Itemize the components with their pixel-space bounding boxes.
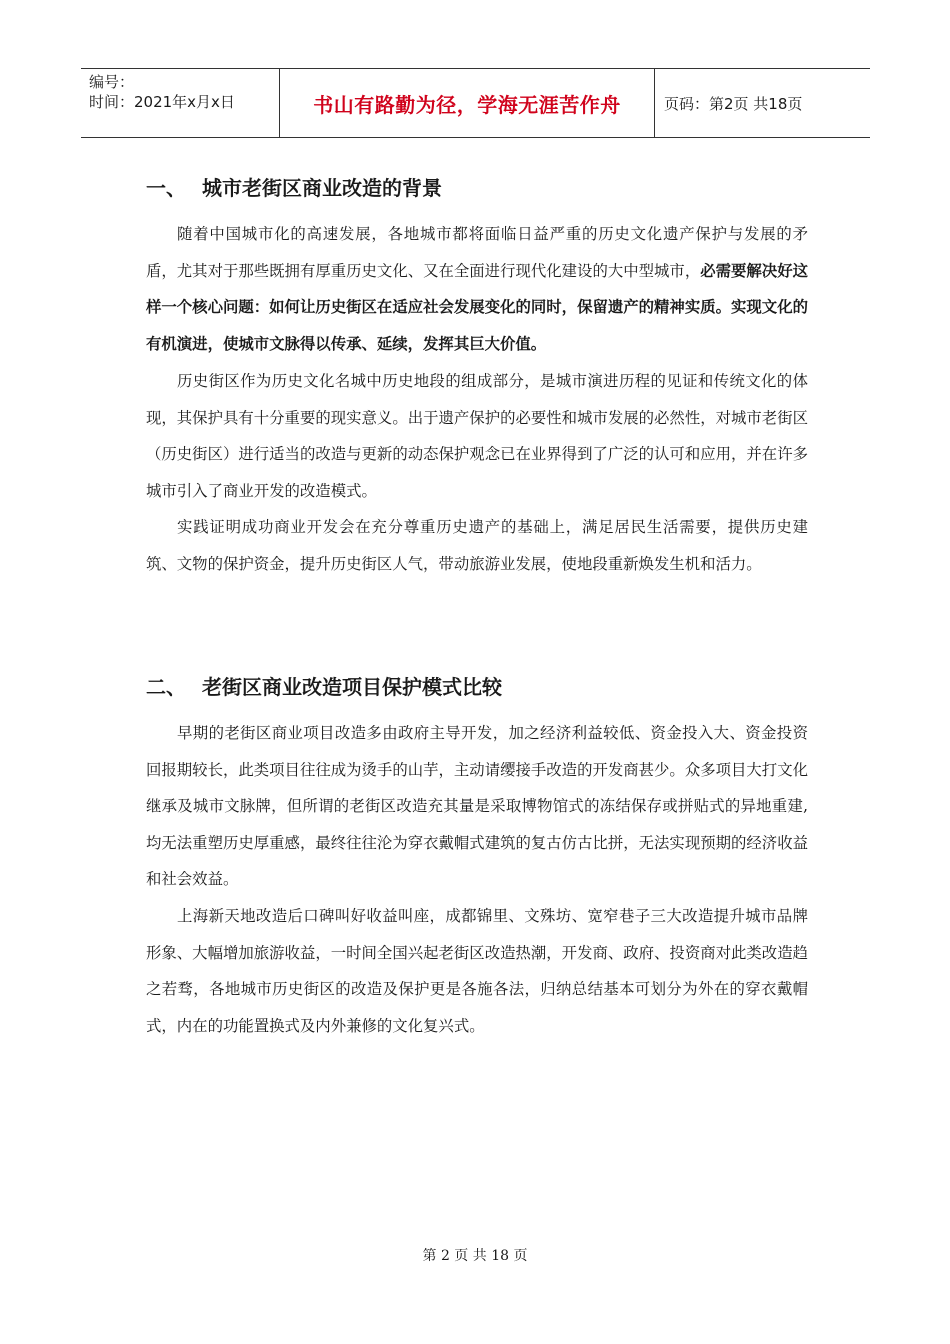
paragraph-text: 随着中国城市化的高速发展，各地城市都将面临日益严重的历史文化遗产保护与发展的矛盾，尤其对于那些既拥有厚重历史文化、又在全面进行现代化建设的大中型城市， [146,225,808,280]
section-title: 城市老街区商业改造的背景 [202,176,442,200]
section-number: 一、 [146,176,186,200]
document-header [81,68,870,138]
paragraph-2: 历史街区作为历史文化名城中历史地段的组成部分，是城市演进历程的见证和传统文化的体现，其保护具有十分重要的现实意义。出于遗产保护的必要性和城市发展的必然性，对城市老街区（历史街区）进行适当的改造与更新的动态保护观念已在业界得到了广泛的认可和应用，并在许多城市引入了商业开发的改造模式。 [146,372,808,500]
section-title: 老街区商业改造项目保护模式比较 [202,675,502,699]
section-number: 二、 [146,675,186,699]
page-footer: 第 2 页 共 18 页 [422,1248,528,1264]
number-label: 编号： [89,73,135,91]
header-page-info: 页码：第2页 共18页 [664,94,803,113]
paragraph-1 [146,216,808,362]
paragraph-4: 早期的老街区商业项目改造多由政府主导开发，加之经济利益较低、资金投入大、资金投资回报期较长，此类项目往往成为烫手的山芋，主动请缨接手改造的开发商甚少。众多项目大打文化继承及城市文脉牌，但所谓的老街区改造充其量是采取博物馆式的冻结保存或拼贴式的异地重建,均无法重塑历史厚重感，最终往往沦为穿衣戴帽式建筑的复古仿古比拼，无法实现预期的经济收益和社会效益。 [146,724,808,889]
header-meta [81,69,280,137]
section-heading-1 [146,172,442,201]
paragraph-bold-text: 必需要解决好这样一个核心问题：如何让历史街区在适应社会发展变化的同时，保留遗产的精神实质。实现文化的有机演进，使城市文脉得以传承、延续，发挥其巨大价值。 [146,261,808,353]
time-label: 时间：2021年x月x日 [89,93,235,111]
section-heading-2 [146,671,502,700]
header-motto: 书山有路勤为径，学海无涯苦作舟 [280,69,655,137]
paragraph-3: 实践证明成功商业开发会在充分尊重历史遗产的基础上，满足居民生活需要，提供历史建筑、文物的保护资金，提升历史街区人气，带动旅游业发展，使地段重新焕发生机和活力。 [146,518,808,573]
paragraph-5: 上海新天地改造后口碑叫好收益叫座，成都锦里、文殊坊、宽窄巷子三大改造提升城市品牌形象、大幅增加旅游收益，一时间全国兴起老街区改造热潮，开发商、政府、投资商对此类改造趋之若骛，各地城市历史街区的改造及保护更是各施各法，归纳总结基本可划分为外在的穿衣戴帽式，内在的功能置换式及内外兼修的文化复兴式。 [146,907,808,1035]
